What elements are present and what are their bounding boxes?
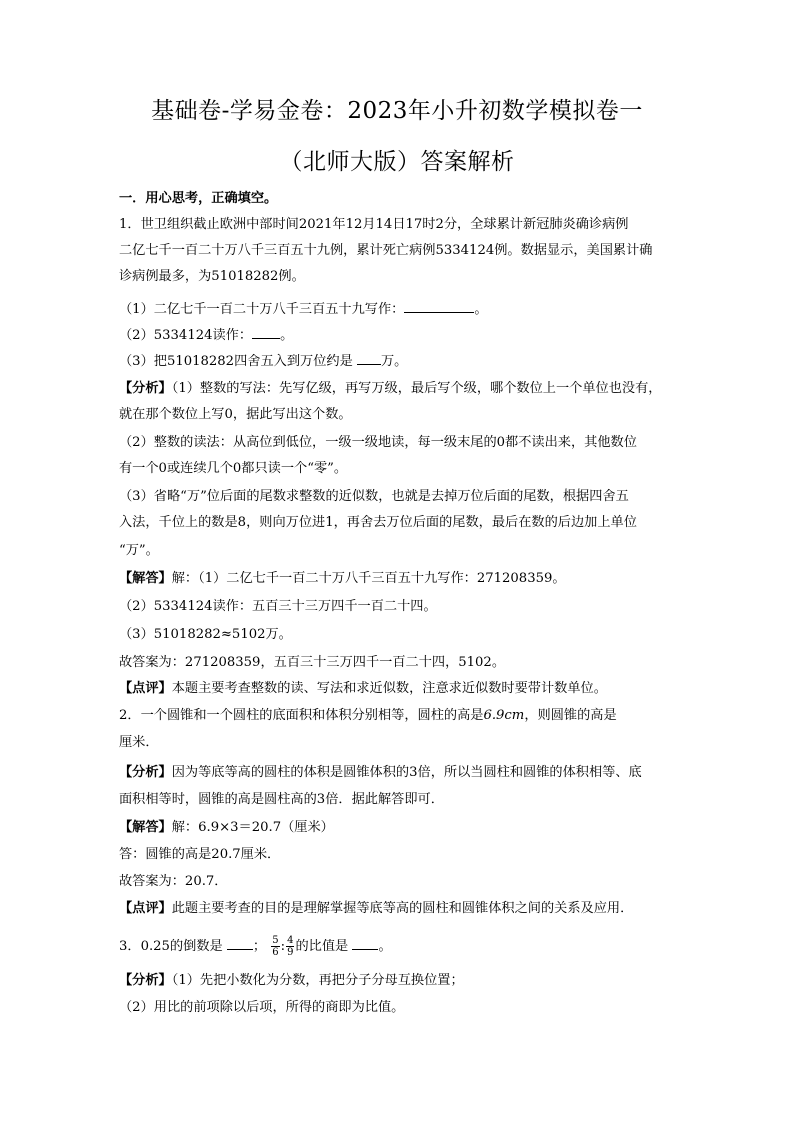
ratio-colon: : xyxy=(280,939,286,954)
q3-stem xyxy=(119,930,392,964)
q1-sub3-text: （3）把51018282四舍五入到万位约是 xyxy=(119,354,357,369)
q1-sub1-text: （1）二亿七千一百二十万八千三百五十九写作： xyxy=(119,302,405,317)
answer-blank xyxy=(352,937,378,950)
answer-blank xyxy=(252,326,280,339)
q1-answer-line2: （2）5334124读作：五百三十三万四千一百二十四。 xyxy=(119,599,437,614)
q2-stem-end: ，则圆锥的高是 xyxy=(524,708,617,723)
fraction-five-sixths xyxy=(271,935,279,958)
q3-stem-d: 。 xyxy=(378,939,392,954)
q3-stem-a: 3．0.25的倒数是 xyxy=(119,939,227,954)
answer-blank xyxy=(357,352,381,365)
q3-stem-b: ； xyxy=(252,939,267,954)
q3-analysis-text1: （1）先把小数化为分数，再把分子分母互换位置； xyxy=(171,973,464,988)
q1-sub3-end: 万。 xyxy=(380,354,408,369)
q1-sub2-text: （2）5334124读作： xyxy=(119,328,253,343)
q1-sub2-end: 。 xyxy=(280,328,294,343)
q3-stem-c: 的比值是 xyxy=(295,939,353,954)
q2-final-answer: 故答案为：20.7． xyxy=(119,874,228,889)
fraction-denominator: 6 xyxy=(272,947,279,958)
q1-comment-text: 本题主要考查整数的读、写法和求近似数，注意求近似数时要带计数单位。 xyxy=(171,681,607,696)
fraction-numerator: 5 xyxy=(272,935,279,946)
document-subtitle: （北师大版）答案解析 xyxy=(279,149,515,175)
q1-stem-line1: 1．世卫组织截止欧洲中部时间2021年12月14日17时2分，全球累计新冠肺炎确诊病例 xyxy=(119,217,629,232)
q1-stem-line3: 诊病例最多，为51018282例。 xyxy=(119,269,305,284)
answer-blank xyxy=(404,300,474,313)
q1-analysis-line7: “万”。 xyxy=(119,543,159,558)
q3-analysis-line2: （2）用比的前项除以后项，所得的商即为比值。 xyxy=(119,1000,405,1015)
q2-answer-line2: 答：圆锥的高是20.7厘米． xyxy=(119,847,281,862)
q2-comment xyxy=(119,900,633,918)
q2-analysis-text1: 因为等底等高的圆柱的体积是圆锥体积的3倍，所以当圆柱和圆锥的体积相等、底 xyxy=(171,765,642,780)
q1-final-answer: 故答案为：271208359，五百三十三万四千一百二十四，5102。 xyxy=(119,655,506,670)
comment-tag: 【点评】 xyxy=(119,901,172,916)
comment-tag: 【点评】 xyxy=(119,681,172,696)
answer-blank xyxy=(227,937,253,950)
q3-analysis-line1 xyxy=(119,972,464,990)
q1-stem-line2: 二亿七千一百二十万八千三百五十九例，累计死亡病例5334124例。数据显示，美国累计确 xyxy=(119,243,653,258)
q2-analysis-line1 xyxy=(119,764,642,782)
q1-analysis-line2: 就在那个数位上写0，据此写出这个数。 xyxy=(119,407,352,422)
q2-answer-line1 xyxy=(119,819,334,837)
q2-analysis-line2: 面积相等时，圆锥的高是圆柱高的3倍．据此解答即可． xyxy=(119,792,444,807)
q1-sub1 xyxy=(119,300,488,319)
q1-analysis-line5: （3）省略“万”位后面的尾数求整数的近似数，也就是去掉万位后面的尾数，根据四舍五 xyxy=(119,489,629,504)
q2-stem-text: 2．一个圆锥和一个圆柱的底面积和体积分别相等，圆柱的高是 xyxy=(119,708,484,723)
q2-stem-line1 xyxy=(119,707,617,725)
q1-sub3 xyxy=(119,352,407,371)
q1-analysis-line6: 入法，千位上的数是8，则向万位进1，再舍去万位后面的尾数，最后在数的后边加上单位 xyxy=(119,515,637,530)
q2-height-value: 6.9cm xyxy=(483,708,525,723)
document-title: 基础卷-学易金卷：2023年小升初数学模拟卷一 xyxy=(151,98,643,124)
q2-comment-text: 此题主要考查的目的是理解掌握等底等高的圆柱和圆锥体积之间的关系及应用． xyxy=(171,901,634,916)
q1-answer-line1 xyxy=(119,570,566,588)
analysis-tag: 【分析】 xyxy=(119,973,172,988)
analysis-tag: 【分析】 xyxy=(119,765,172,780)
section-heading: 一．用心思考，正确填空。 xyxy=(119,191,278,206)
fraction-four-ninths xyxy=(286,935,294,958)
q1-comment xyxy=(119,680,607,698)
q1-analysis-line4: 有一个0或连续几个0都只读一个“零”。 xyxy=(119,461,348,476)
fraction-denominator: 9 xyxy=(287,947,294,958)
q2-answer-text1: 解：6.9×3＝20.7（厘米） xyxy=(171,820,334,835)
q2-stem-line2: 厘米． xyxy=(119,735,159,750)
q1-analysis-line3: （2）整数的读法：从高位到低位，一级一级地读，每一级末尾的0都不读出来，其他数位 xyxy=(119,435,637,450)
q1-answer-line3: （3）51018282≈5102万。 xyxy=(119,627,292,642)
q1-sub2 xyxy=(119,326,293,345)
fraction-numerator: 4 xyxy=(287,935,294,946)
q1-sub1-end: 。 xyxy=(474,302,488,317)
q1-analysis-line1 xyxy=(119,380,661,398)
q1-answer-text1: 解：（1）二亿七千一百二十万八千三百五十九写作：271208359。 xyxy=(171,571,566,586)
q1-analysis-text1: （1）整数的写法：先写亿级，再写万级，最后写个级，哪个数位上一个单位也没有， xyxy=(171,381,662,396)
analysis-tag: 【分析】 xyxy=(119,381,172,396)
answer-tag: 【解答】 xyxy=(119,820,172,835)
answer-tag: 【解答】 xyxy=(119,571,172,586)
